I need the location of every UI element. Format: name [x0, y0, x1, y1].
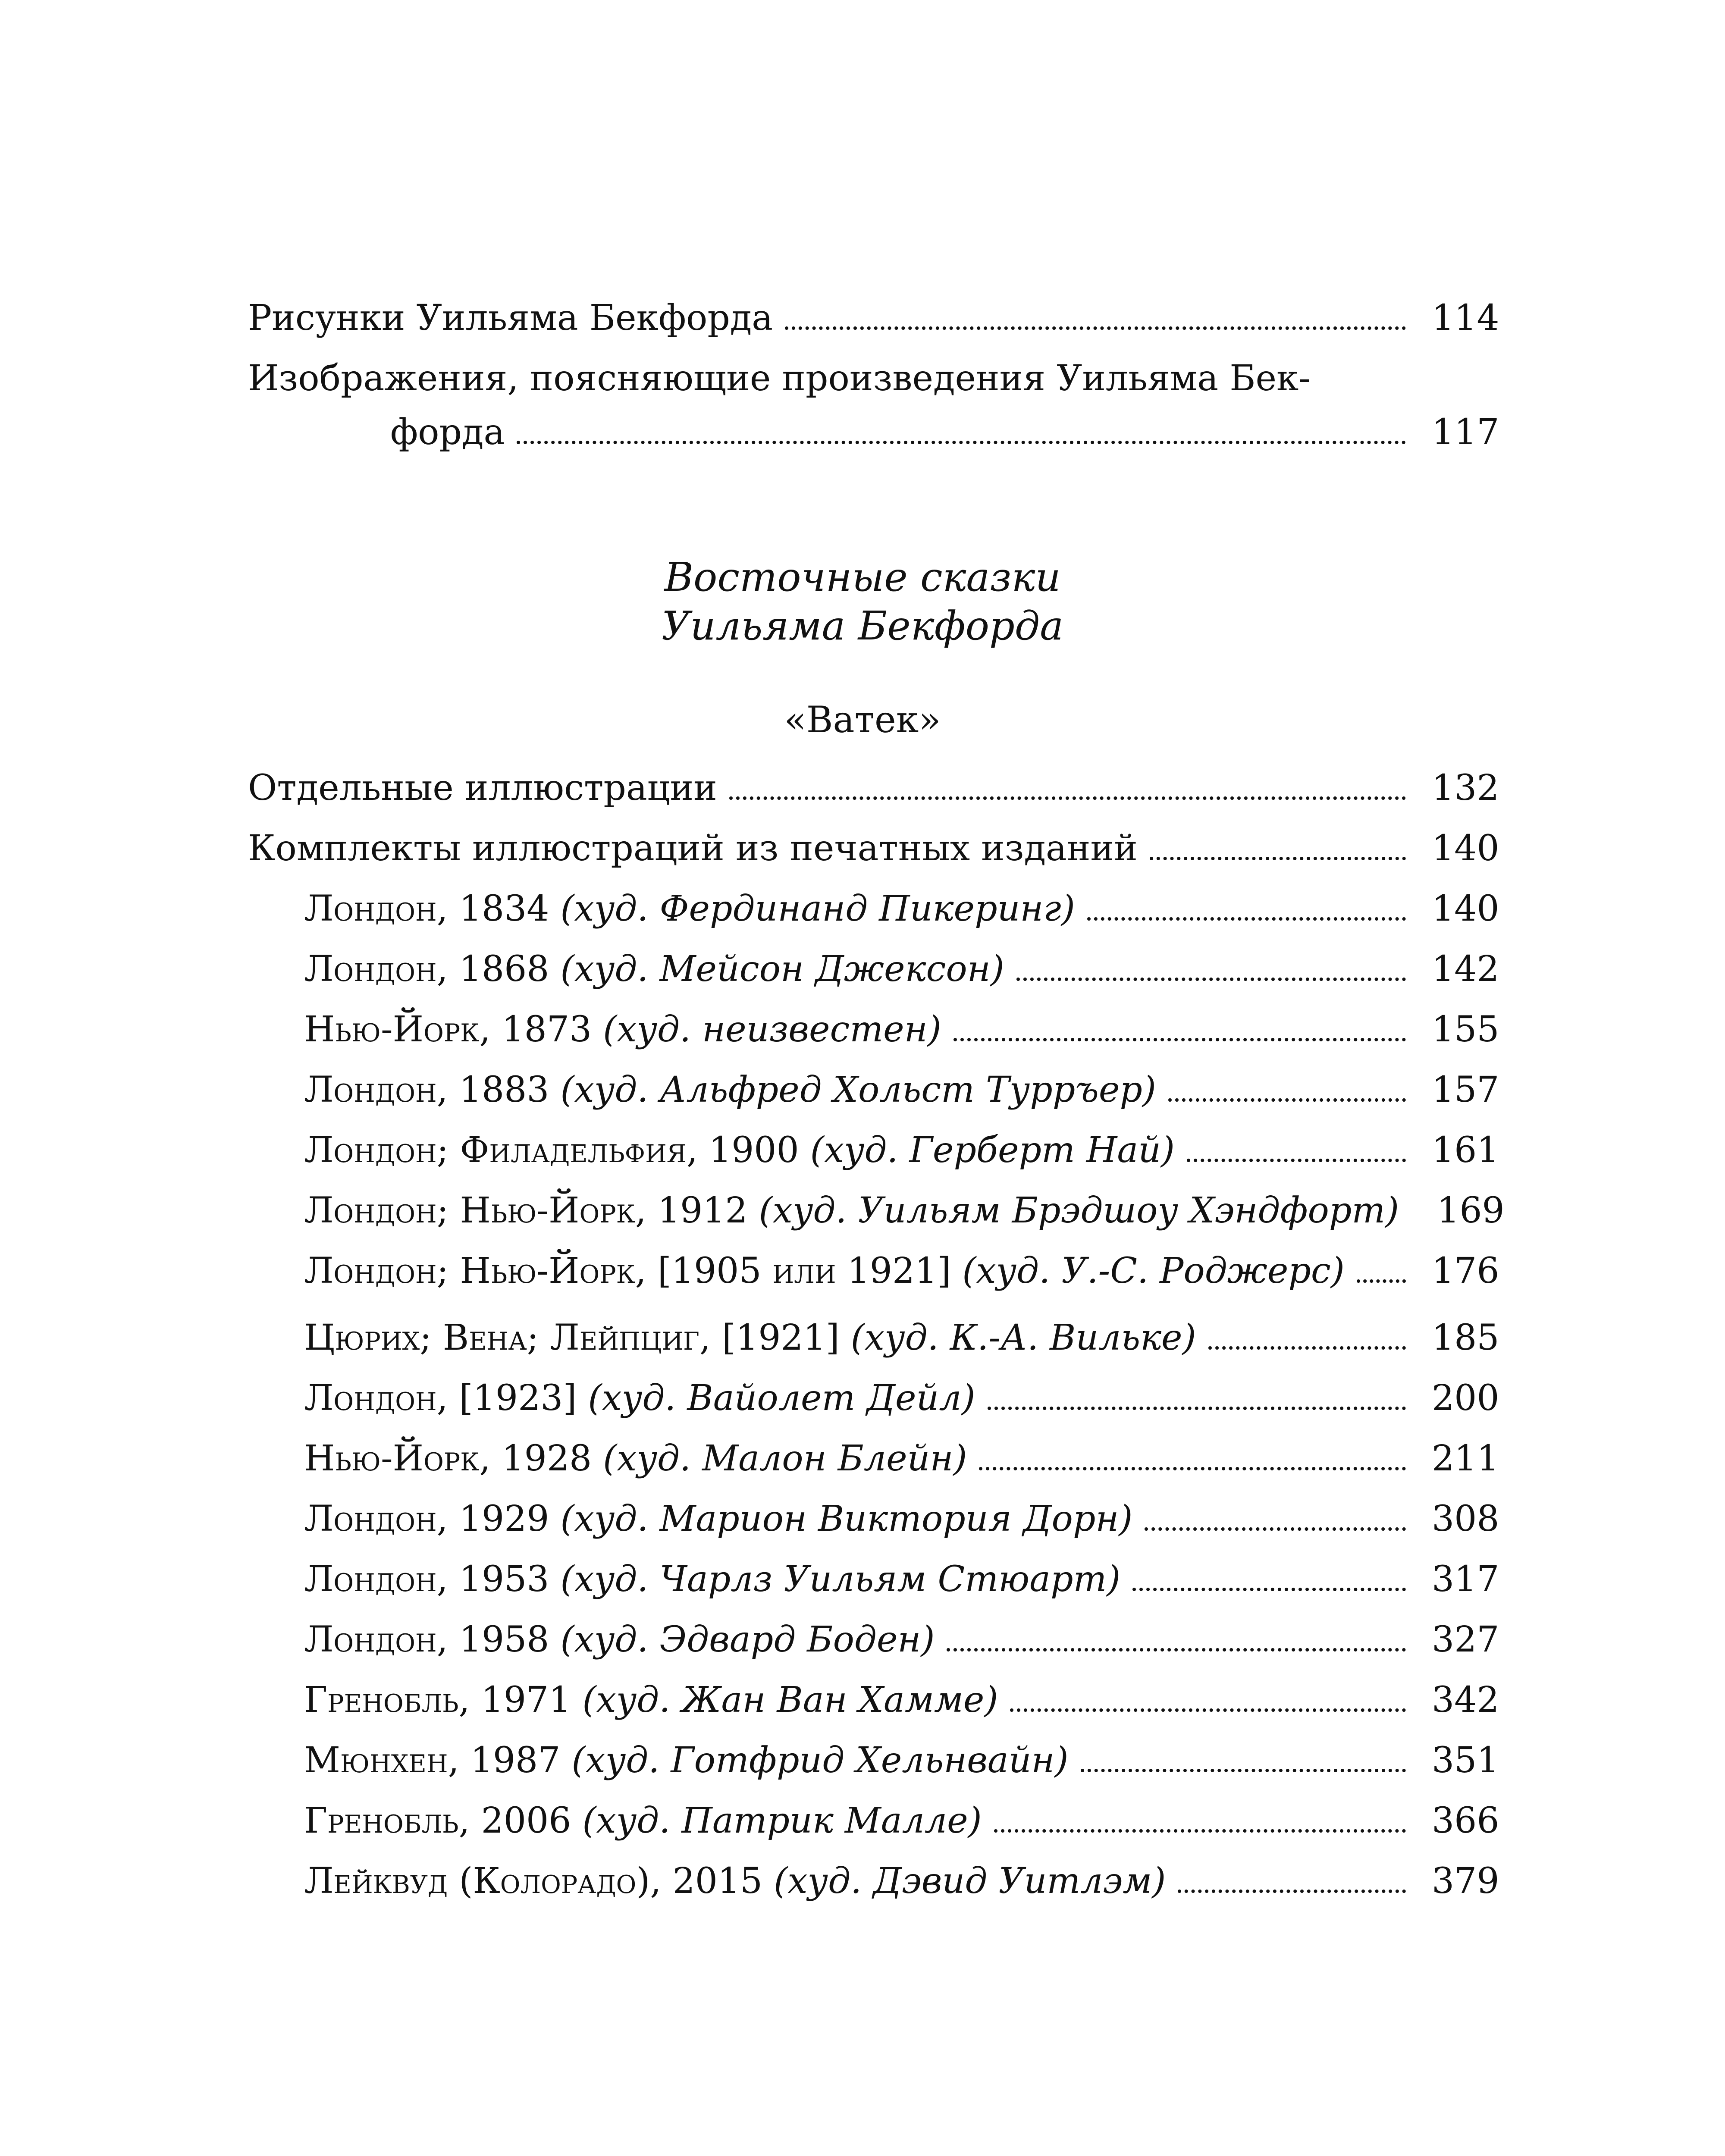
toc-artist: (худ. Уильям Брэдшоу Хэндфорт) [759, 1190, 1399, 1231]
toc-page-number: 132 [1432, 768, 1499, 808]
toc-page-number: 317 [1432, 1559, 1499, 1600]
toc-artist: (худ. Эдвард Боден) [560, 1619, 935, 1660]
toc-top [248, 298, 1499, 472]
toc-page-number: 140 [1432, 828, 1499, 869]
leader-dots [947, 1648, 1406, 1651]
toc-subentry[interactable] [248, 1559, 1499, 1619]
leader-dots [1168, 1098, 1406, 1102]
section-title [0, 554, 1725, 649]
toc-page-number: 114 [1432, 298, 1499, 338]
toc-page-number: 169 [1437, 1190, 1505, 1231]
toc-page-number: 157 [1432, 1069, 1499, 1110]
toc-artist: (худ. Патрик Малле) [582, 1800, 982, 1841]
toc-page-number: 366 [1432, 1800, 1499, 1841]
toc-place: Лондон, 1929 [304, 1498, 549, 1539]
leader-dots [1178, 1890, 1406, 1893]
toc-subentry[interactable] [248, 1438, 1499, 1498]
toc-place: Гренобль, 2006 [304, 1800, 571, 1841]
toc-place: Гренобль, 1971 [304, 1680, 571, 1720]
leader-dots [994, 1829, 1406, 1833]
leader-dots [785, 326, 1406, 330]
toc-subentry[interactable] [248, 1740, 1499, 1800]
toc-page-number: 211 [1432, 1438, 1499, 1479]
toc-place: Цюрих; Вена; Лейпциг, [1921] [304, 1317, 840, 1358]
toc-artist: (худ. У.-С. Роджерс) [962, 1250, 1345, 1291]
toc-entry[interactable] [248, 768, 1499, 828]
leader-dots [729, 796, 1406, 800]
toc-artist: (худ. Альфред Хольст Турръер) [560, 1069, 1156, 1110]
toc-subentry[interactable] [248, 1190, 1505, 1250]
toc-entry[interactable] [248, 828, 1499, 888]
toc-place: Лондон, 1868 [304, 949, 549, 990]
toc-place: Лейквуд (Колорадо), 2015 [304, 1861, 763, 1902]
toc-place: Лондон, 1953 [304, 1559, 549, 1600]
toc-artist: (худ. Малон Блейн) [603, 1438, 967, 1479]
toc-place: Лондон, [1923] [304, 1378, 577, 1419]
toc-entry[interactable] [248, 298, 1499, 358]
toc-page-number: 117 [1432, 412, 1499, 453]
toc-page-number: 155 [1432, 1009, 1499, 1050]
leader-dots [988, 1407, 1406, 1410]
toc-place: Мюнхен, 1987 [304, 1740, 561, 1781]
toc-place: Лондон, 1883 [304, 1069, 549, 1110]
toc-artist: (худ. Вайолет Дейл) [588, 1378, 975, 1419]
toc-subentry[interactable] [248, 1680, 1499, 1740]
leader-dots [953, 1038, 1406, 1041]
toc-artist: (худ. Фердинанд Пикеринг) [560, 888, 1075, 929]
toc-artist: (худ. Готфрид Хельнвайн) [571, 1740, 1069, 1781]
leader-dots [1150, 857, 1406, 860]
section-title-line1: Восточные сказки [664, 554, 1061, 600]
toc-page-number: 327 [1432, 1619, 1499, 1660]
toc-subentry[interactable] [248, 1861, 1499, 1921]
toc-entry-label: Комплекты иллюстраций из печатных изданий [248, 828, 1138, 869]
toc-page-number: 308 [1432, 1498, 1499, 1539]
toc-entry-label-continued: форда [390, 412, 505, 453]
toc-page-number: 200 [1432, 1378, 1499, 1419]
toc-page-number: 185 [1432, 1317, 1499, 1358]
toc-page-number: 176 [1432, 1250, 1499, 1291]
toc-place: Лондон; Филадельфия, 1900 [304, 1130, 799, 1171]
toc-subentry[interactable] [248, 1317, 1499, 1378]
leader-dots [1132, 1588, 1406, 1591]
toc-place: Лондон, 1958 [304, 1619, 549, 1660]
toc-subentry[interactable] [248, 1800, 1499, 1861]
leader-dots [517, 441, 1406, 444]
toc-subentry[interactable] [248, 1009, 1499, 1069]
toc-place: Нью-Йорк, 1873 [304, 1009, 592, 1050]
toc-entry-label: Рисунки Уильяма Бекфорда [248, 298, 773, 338]
toc-place: Лондон; Нью-Йорк, [1905 или 1921] [304, 1250, 951, 1291]
leader-dots [1016, 978, 1406, 981]
section-subtitle: «Ватек» [784, 699, 941, 741]
toc-entry-label: Отдельные иллюстрации [248, 768, 717, 808]
toc-subentry[interactable] [248, 1378, 1499, 1438]
toc-subentry[interactable] [248, 1250, 1499, 1317]
leader-dots [979, 1467, 1406, 1470]
toc-subentry[interactable] [248, 1498, 1499, 1559]
leader-dots [1081, 1769, 1406, 1772]
toc-subentry[interactable] [248, 1069, 1499, 1130]
toc-entry[interactable] [248, 358, 1499, 472]
toc-artist: (худ. Мейсон Джексон) [560, 949, 1004, 990]
toc-entry-label: Изображения, поясняющие произведения Уильяма Бек- [248, 358, 1311, 399]
toc-subentry[interactable] [248, 949, 1499, 1009]
leader-dots [1145, 1527, 1406, 1531]
toc-subentry[interactable] [248, 1619, 1499, 1680]
toc-place: Лондон, 1834 [304, 888, 549, 929]
toc-subentry[interactable] [248, 888, 1499, 949]
toc-page-number: 140 [1432, 888, 1499, 929]
leader-dots [1010, 1708, 1406, 1712]
toc-page-number: 379 [1432, 1861, 1499, 1902]
toc-page-number: 161 [1432, 1130, 1499, 1171]
toc-place: Лондон; Нью-Йорк, 1912 [304, 1190, 748, 1231]
toc-place: Нью-Йорк, 1928 [304, 1438, 592, 1479]
toc-subentry[interactable] [248, 1130, 1499, 1190]
toc-artist: (худ. неизвестен) [603, 1009, 941, 1050]
toc-artist: (худ. Жан Ван Хамме) [582, 1680, 998, 1720]
leader-dots [1208, 1346, 1406, 1350]
toc-artist: (худ. Чарлз Уильям Стюарт) [560, 1559, 1121, 1600]
leader-dots [1357, 1279, 1406, 1283]
leader-dots [1087, 917, 1406, 921]
toc-page-number: 142 [1432, 949, 1499, 990]
toc-artist: (худ. Дэвид Уитлэм) [774, 1861, 1166, 1902]
toc-page-number: 351 [1432, 1740, 1499, 1781]
toc-main [248, 768, 1505, 1921]
toc-artist: (худ. К.-А. Вилькe) [850, 1317, 1196, 1358]
section-title-line2: Уильяма Бекфорда [661, 603, 1064, 649]
toc-page-number: 342 [1432, 1680, 1499, 1720]
leader-dots [1187, 1159, 1406, 1162]
toc-artist: (худ. Марион Виктория Дорн) [560, 1498, 1133, 1539]
toc-artist: (худ. Герберт Най) [810, 1130, 1175, 1171]
